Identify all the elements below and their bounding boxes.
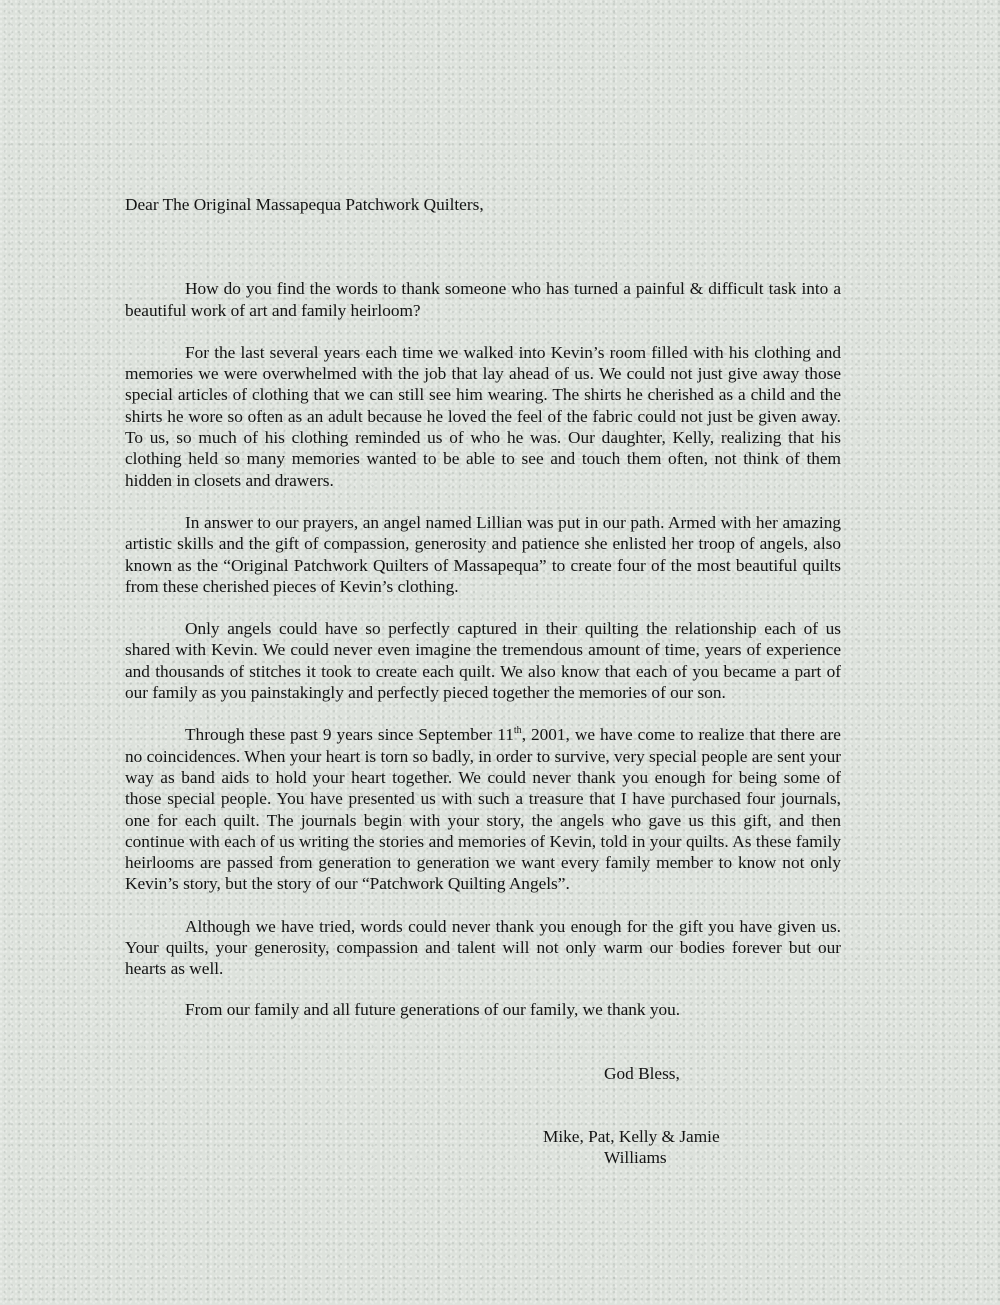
ordinal-suffix: th: [513, 725, 522, 737]
paragraph-4: Only angels could have so perfectly captured in their quilting the relationship each of us shared with Kevin. We could never even imagine the tremendous amount of time, years of experience and thousands of stitches it took to create each quilt. We also know that each of you became a part of our family as you painstakingly and perfectly pieced together the memories of our son.: [125, 619, 841, 703]
paragraph-7: From our family and all future generations of our family, we thank you.: [185, 999, 681, 1019]
signature-names: Mike, Pat, Kelly & Jamie: [543, 1127, 720, 1146]
paragraph-2: For the last several years each time we walked into Kevin’s room filled with his clothing and memories we were overwhelmed with the job that lay ahead of us. We could not just give away those special articles of clothing that we can still see him wearing. The shirts he cherished as a child and the shirts he wore so often as an adult because he loved the feel of the fabric could not just be given away. To us, so much of his clothing reminded us of who he was. Our daughter, Kelly, realizing that his clothing held so many memories wanted to be able to see and touch them often, not think of them hidden in closets and drawers.: [125, 342, 841, 490]
closing: [604, 1063, 680, 1084]
paragraph-6: Although we have tried, words could never thank you enough for the gift you have given us. Your quilts, your generosity, compassion and talent will not only warm our bodies forever but our hearts as well.: [125, 916, 841, 979]
salutation: Dear The Original Massapequa Patchwork Quilters,: [125, 195, 484, 214]
paragraph-5-rest: , 2001, we have come to realize that there are no coincidences. When your heart is torn so badly, in order to survive, very special people are sent your way as band aids to hold your heart together. We could never thank you enough for being some of those special people. You have presented us with such a treasure that I have purchased four journals, one for each quilt. The journals begin with your story, the angels who gave us this gift, and then continue with each of us writing the stories and memories of Kevin, told in your quilts. As these family heirlooms are passed from generation to generation we want every family member to know not only Kevin’s story, but the story of our “Patchwork Quilting Angels”.: [125, 725, 841, 894]
paragraph-5-start: Through these past 9 years since September 11: [185, 725, 514, 745]
signature-block: [543, 1126, 720, 1169]
letter-body: [125, 194, 841, 1020]
closing-text: God Bless,: [604, 1064, 680, 1083]
signature-surname: Williams: [604, 1148, 667, 1168]
paragraph-1: How do you find the words to thank someone who has turned a painful & difficult task into a beautiful work of art and family heirloom?: [125, 279, 841, 320]
paragraph-3: In answer to our prayers, an angel named Lillian was put in our path. Armed with her amazing artistic skills and the gift of compassion, generosity and patience she enlisted her troop of angels, also known as the “Original Patchwork Quilters of Massapequa” to create four of the most beautiful quilts from these cherished pieces of Kevin’s clothing.: [125, 512, 841, 596]
paragraph-5: [125, 724, 841, 894]
